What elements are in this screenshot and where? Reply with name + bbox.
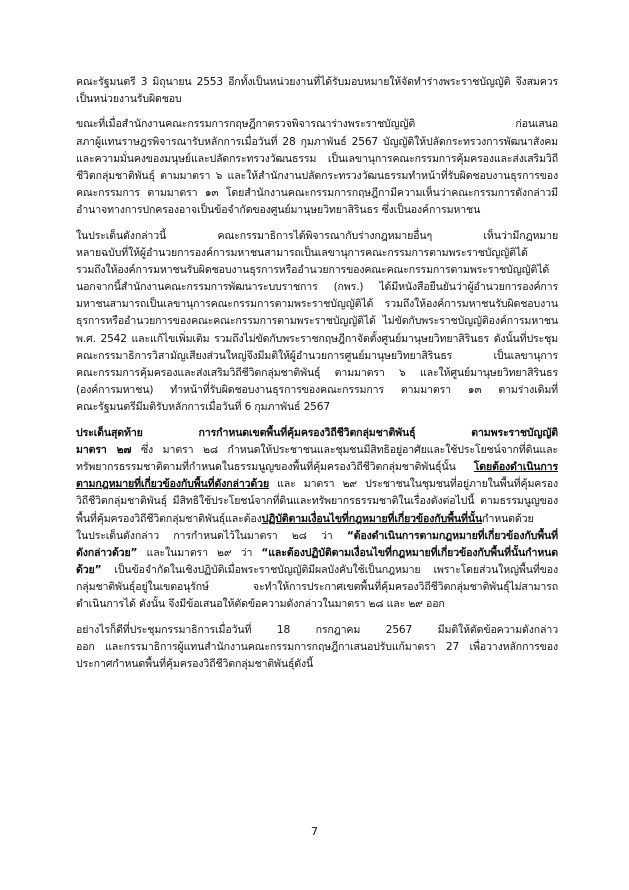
paragraph [76, 74, 558, 108]
emphasized-underlined-text: ปฏิบัติตามเงื่อนไขที่กฎหมายที่เกี่ยวข้องกับพื้นที่นั้น [261, 512, 483, 525]
text-line: และความมั่นคงของมนุษย์และปลัดกระทรวงวัฒนธรรม เป็นเลขานุการคณะกรรมการคุ้มครองและส่งเสริมวิถี [76, 152, 558, 165]
emphasized-text: “ต้องดำเนินการตามกฎหมายที่เกี่ยวข้องกับพื้นที่ [346, 529, 558, 542]
paragraph [76, 116, 558, 219]
text-line: พ.ศ. 2542 และแก้ไขเพิ่มเติม รวมถึงไม่ขัดกับพระราชกฤษฎีกาจัดตั้งศูนย์มานุษยวิทยาสิรินธร ดังนั้นที่ประชุม [76, 332, 558, 345]
paragraph-gap [76, 417, 558, 425]
text-line: ในประเด็นดังกล่าวนี้ คณะกรรมาธิการได้พิจารณากับร่างกฎหมายอื่นๆ เห็นว่ามีกฎหมาย [76, 229, 558, 242]
text-line: คณะรัฐมนตรี 3 มิถุนายน 2553 อีกทั้งเป็นหน่วยงานที่ได้รับมอบหมายให้จัดทำร่างพระราชบัญญัติ จึงสมควร [76, 76, 558, 88]
text-line: คณะรัฐมนตรีมีมติรับหลักการเมื่อวันที่ 6 กุมภาพันธ์ 2567 [76, 401, 330, 414]
text-line: รวมถึงให้องค์การมหาชนรับผิดชอบงานธุรการหรืออำนวยการของคณะคณะกรรมการตามพระราชบัญญัติได้ [76, 263, 550, 276]
text-line: เป็นหน่วยงานรับผิดชอบ [76, 93, 182, 106]
text-line: มาตรา ๒๗ ซึ่ง มาตรา ๒๘ กำหนดให้ประชาชนและชุมชนมีสิทธิอยู่อาศัยและใช้ประโยชน์จากที่ดินและ [76, 443, 558, 456]
text-line: คณะกรรมาธิการวิสามัญเสียงส่วนใหญ่จึงมีมติให้ผู้อำนวยการศูนย์มานุษยวิทยาสิรินธร เป็นเลขานุการ [76, 349, 558, 362]
text-line: นอกจากนี้สำนักงานคณะกรรมการพัฒนาระบบราชการ (กพร.) ได้มีหนังสือยืนยันว่าผู้อำนวยการองค์การ [76, 281, 558, 294]
text-line: ออก และกรรมาธิการผู้แทนสำนักงานคณะกรรมการกฤษฎีกาเสนอปรับแก้มาตรา 27 เพื่อวางหลักการของ [76, 640, 558, 653]
text-line: พื้นที่คุ้มครองวิถีชีวิตกลุ่มชาติพันธุ์และต้องปฏิบัติตามเงื่อนไขที่กฎหมายที่เกี่ยวข้องกับพื้นที่นั้นกำหนดด้วย [76, 512, 534, 525]
page-number: 7 [311, 825, 318, 838]
paragraph-gap [76, 614, 558, 622]
document-body [76, 74, 558, 673]
emphasized-text: มาตรา ๒๗ [76, 443, 132, 456]
emphasized-text: “และต้องปฏิบัติตามเงื่อนไขที่กฎหมายที่เกี่ยวข้องกับพื้นที่นั้นกำหนด [261, 546, 558, 559]
text-line [76, 425, 558, 442]
text-line: วิถีชีวิตกลุ่มชาติพันธุ์ มีสิทธิใช้ประโยชน์จากที่ดินและทรัพยากรธรรมชาติในเรื่องดังต่อไปนี้ ตามธรรมนูญของ [76, 495, 558, 508]
text-line: อย่างไรก็ดีที่ประชุมกรรมาธิการเมื่อวันที่ 18 กรกฎาคม 2567 มีมติให้ตัดข้อความดังกล่าว [76, 623, 558, 636]
text-line: คณะกรรมการ ตามมาตรา ๑๓ โดยสำนักงานคณะกรรมการกฤษฎีกามีความเห็นว่าคณะกรรมการดังกล่าวมี [76, 187, 558, 200]
text-line: สภาผู้แทนราษฎรพิจารณารับหลักการเมื่อวันที่ 28 กุมภาพันธ์ 2567 บัญญัติให้ปลัดกระทรวงการพัฒนาสังคม [76, 135, 558, 148]
emphasized-underlined-text: ตามกฎหมายที่เกี่ยวข้องกับพื้นที่ดังกล่าวด้วย [76, 478, 270, 491]
text-line: ตามกฎหมายที่เกี่ยวข้องกับพื้นที่ดังกล่าวด้วย และ มาตรา ๒๙ ประชาชนในชุมชนที่อยู่ภายในพื้นที่คุ้มครอง [76, 478, 558, 491]
text-line: ขณะที่เมื่อสำนักงานคณะกรรมการกฤษฎีกาตรวจพิจารณาร่างพระราชบัญญัติ ก่อนเสนอ [76, 118, 558, 131]
text-line: ประกาศกำหนดพื้นที่คุ้มครองวิถีชีวิตกลุ่มชาติพันธุ์ดังนี้ [76, 658, 314, 670]
text-line: อำนาจทางการปกครองอาจเป็นข้อจำกัดของศูนย์มานุษยวิทยาสิรินธร ซึ่งเป็นองค์การมหาชน [76, 204, 481, 217]
text-line: ในประเด็นดังกล่าว การกำหนดไว้ในมาตรา ๒๘ ว่า “ต้องดำเนินการตามกฎหมายที่เกี่ยวข้องกับพื้นที่ [76, 529, 558, 542]
text-line: ดำเนินการได้ ดังนั้น จึงมีข้อเสนอให้ตัดข้อความดังกล่าวในมาตรา ๒๘ และ ๒๙ ออก [76, 598, 445, 611]
text-line: ด้วย” เป็นข้อจำกัดในเชิงปฏิบัติเมื่อพระราชบัญญัติมีผลบังคับใช้เป็นกฎหมาย เพราะโดยส่วนใหญ่พื้นที่ของ [76, 564, 558, 577]
paragraph-gap [76, 220, 558, 228]
paragraph [76, 622, 558, 674]
paragraph [76, 425, 558, 614]
text-line: ดังกล่าวด้วย” และในมาตรา ๒๙ ว่า “และต้องปฏิบัติตามเงื่อนไขที่กฎหมายที่เกี่ยวข้องกับพื้นที่นั้นกำหนด [76, 546, 558, 559]
paragraph-gap [76, 108, 558, 116]
paragraph [76, 228, 558, 417]
text-line: ชีวิตกลุ่มชาติพันธุ์ ตามมาตรา ๖ และให้สำนักงานปลัดกระทรวงวัฒนธรรมทำหน้าที่รับผิดชอบงานธุรการของ [76, 169, 558, 182]
emphasized-underlined-text: โดยต้องดำเนินการ [473, 460, 558, 473]
text-line: มหาชนสามารถเป็นเลขานุการคณะกรรมการตามพระราชบัญญัติได้ รวมถึงให้องค์การมหาชนรับผิดชอบงาน [76, 298, 558, 311]
emphasized-text: ด้วย” [76, 564, 102, 577]
emphasized-text: ดังกล่าวด้วย” [76, 546, 138, 559]
text-line: ทรัพยากรธรรมชาติตามที่กำหนดในธรรมนูญของพื้นที่คุ้มครองวิถีชีวิตกลุ่มชาติพันธุ์นั้น โดยต้องดำเนินการ [76, 460, 558, 473]
text-line: กลุ่มชาติพันธุ์อยู่ในเขตอนุรักษ์ จะทำให้การประกาศเขตพื้นที่คุ้มครองวิถีชีวิตกลุ่มชาติพันธุ์ไม่สามารถ [76, 581, 558, 594]
text-line: (องค์การมหาชน) ทำหน้าที่รับผิดชอบงานธุรการของคณะกรรมการ ตามมาตรา ๑๓ ตามร่างเดิมที่ [76, 384, 558, 397]
emphasized-text: ประเด็นสุดท้าย การกำหนดเขตพื้นที่คุ้มครองวิถีชีวิตกลุ่มชาติพันธุ์ ตามพระราชบัญญัติ [76, 426, 558, 439]
text-line: หลายฉบับที่ให้ผู้อำนวยการองค์การมหาชนสามารถเป็นเลขานุการคณะกรรมการตามพระราชบัญญัติได้ [76, 246, 528, 259]
text-line: คณะกรรมการคุ้มครองและส่งเสริมวิถีชีวิตกลุ่มชาติพันธุ์ ตามมาตรา ๖ และให้ศูนย์มานุษยวิทยาสิรินธร [76, 367, 558, 379]
text-line: ธุรการหรืออำนวยการของคณะคณะกรรมการตามพระราชบัญญัติได้ ไม่ขัดกับพระราชบัญญัติองค์การมหาชน [76, 315, 558, 328]
